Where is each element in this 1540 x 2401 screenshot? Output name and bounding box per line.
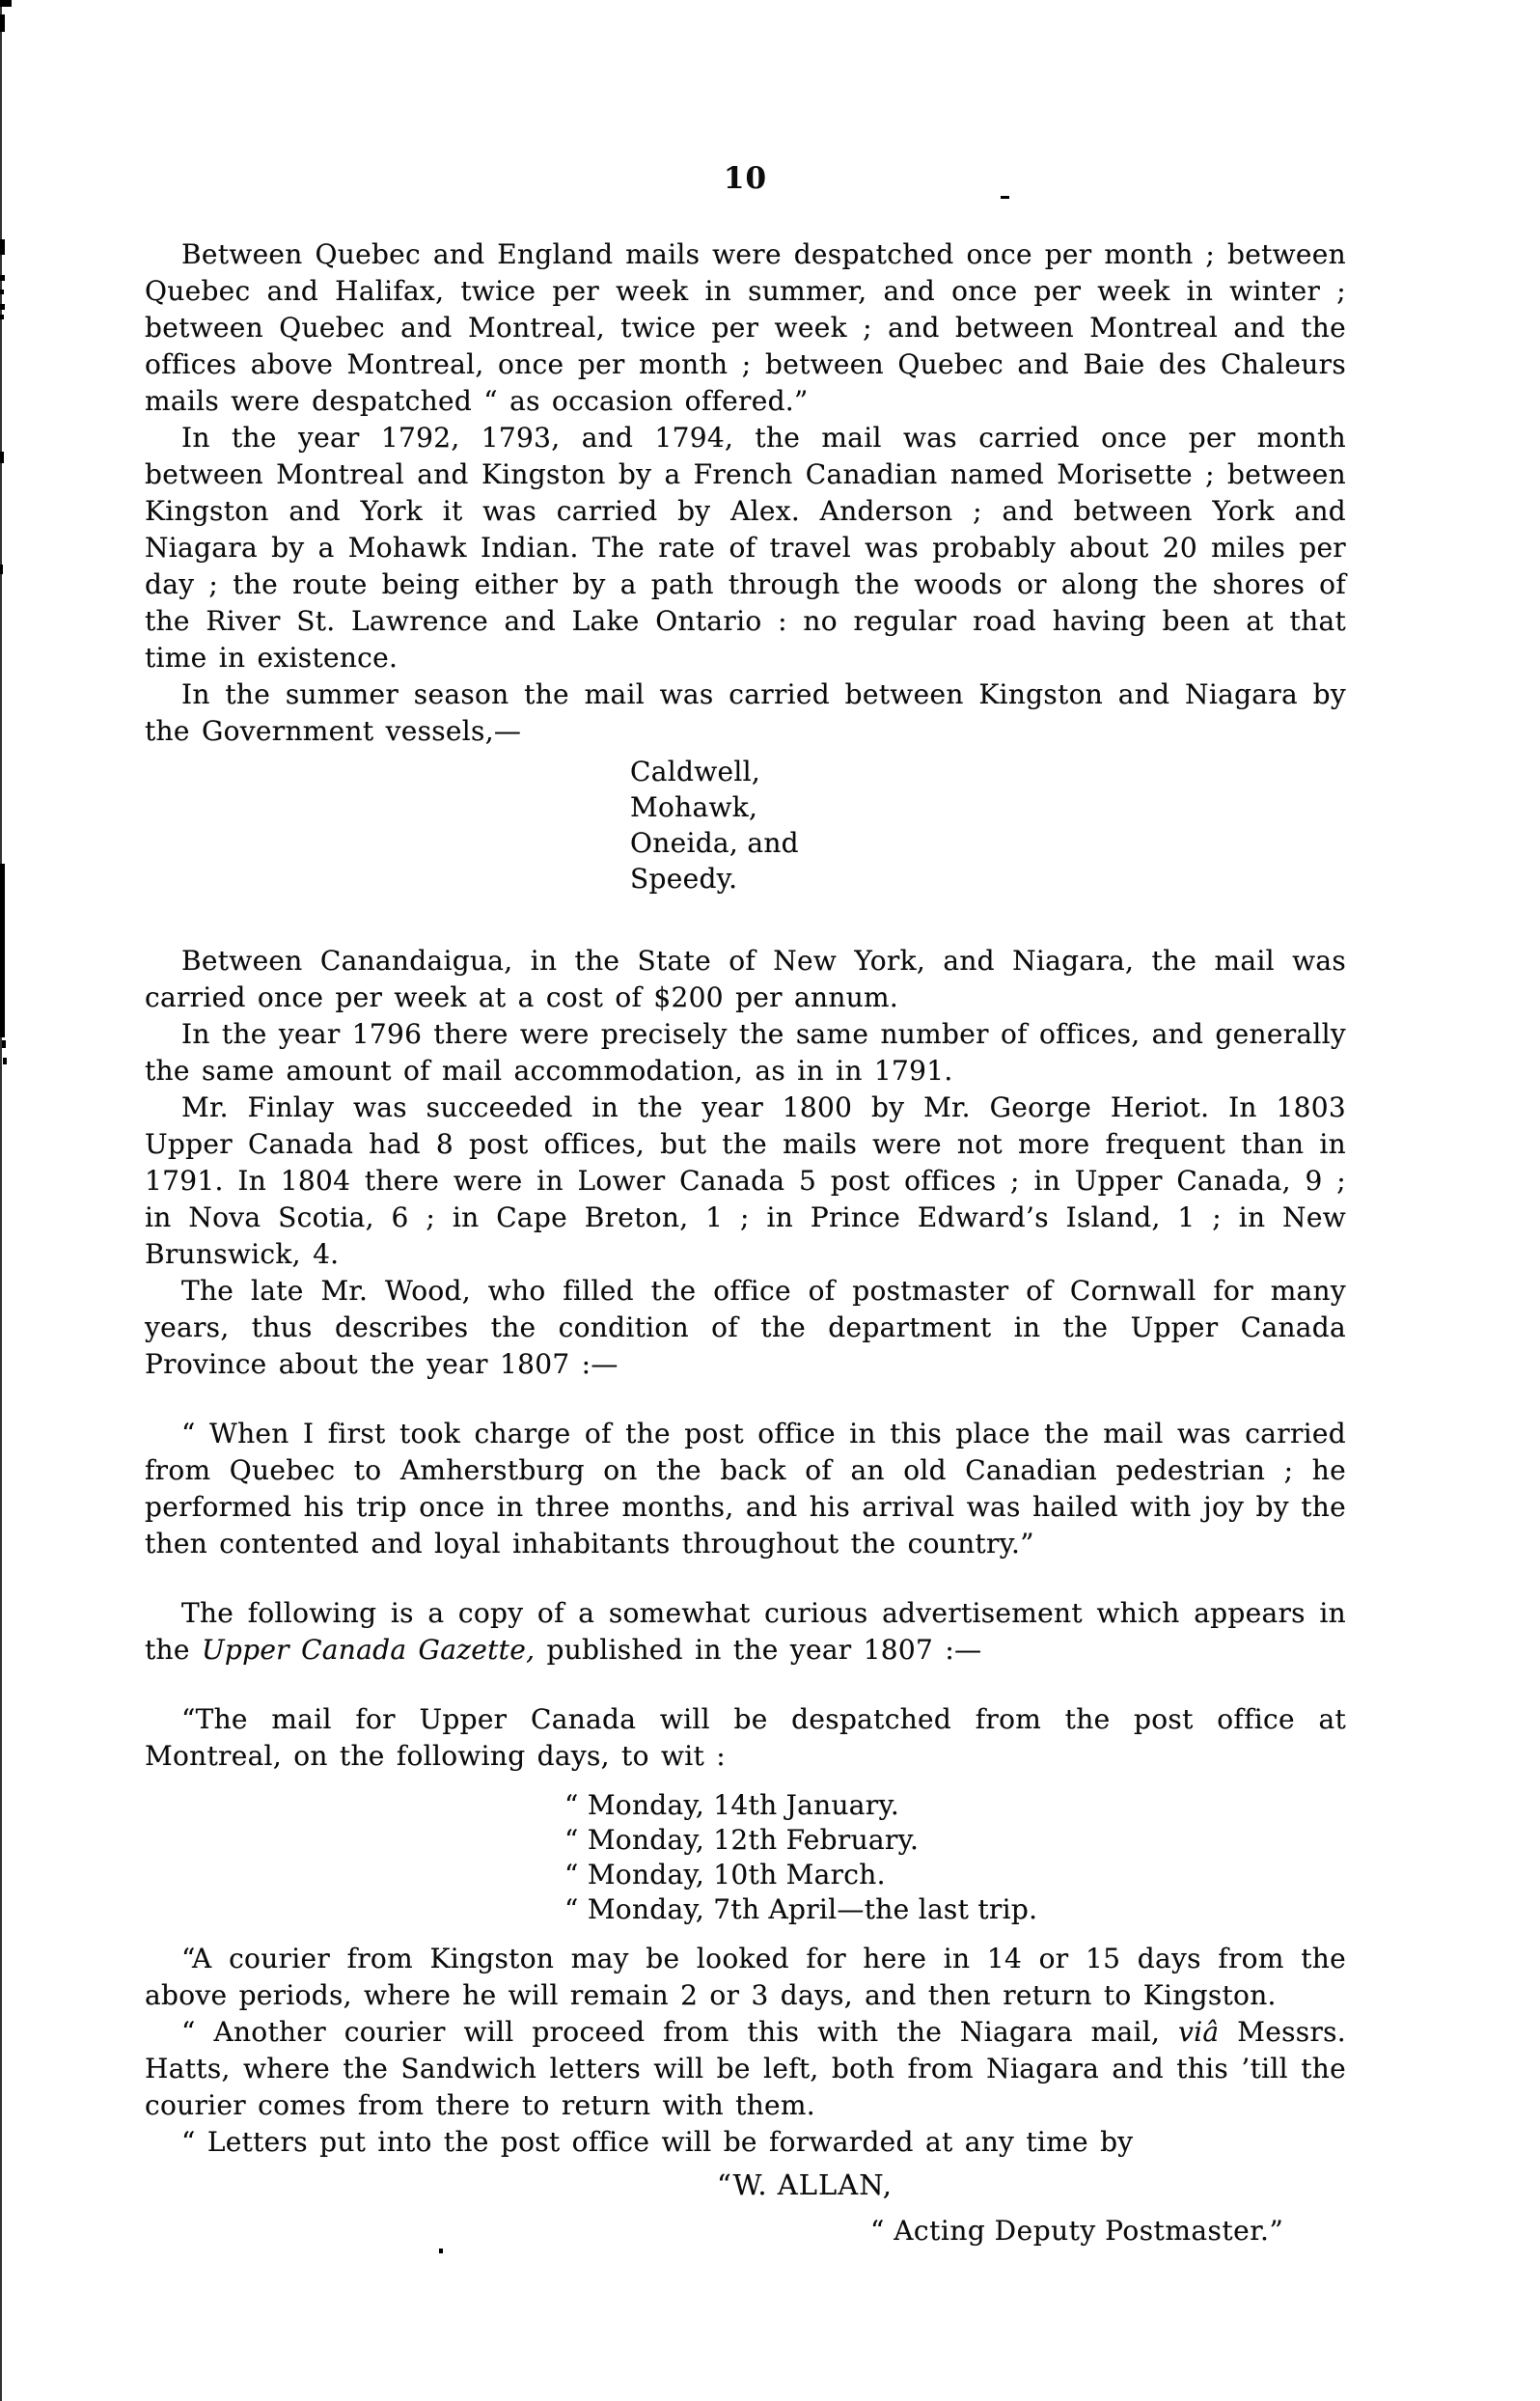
signature-name: “W. ALLAN, [717, 2168, 893, 2201]
paragraph-summer-season: In the summer season the mail was carried between Kingston and Niagara by the Government vessels,— [145, 678, 1346, 747]
paragraph-letters-forwarded: “ Letters put into the post office will be forwarded at any time by [181, 2126, 1134, 2158]
scan-artifact [0, 14, 5, 32]
paragraph-gazette-intro: The following is a copy of a somewhat curious advertisement which appears in the Upper Canada Gazette, published in the year 1807 :— [145, 1597, 1346, 1666]
page-number: 10 [723, 161, 768, 196]
paragraph-mail-carriers-1792: In the year 1792, 1793, and 1794, the mail was carried once per month between Montreal and Kingston by a French Canadian named Morisette ; between Kingston and York it was carried by Alex. Anderson ; and between York and Niagara by a Mohawk Indian. The rate of travel was probably about 20 miles per day ; the route being either by a path through the woods or along the shores of the River St. Lawrence and Lake Ontario : no regular road having been at that time in existence. [145, 422, 1346, 674]
scan-artifact [0, 239, 5, 255]
schedule-item: “ Monday, 12th February. [564, 1824, 920, 1856]
paragraph-courier-kingston: “A courier from Kingston may be looked for here in 14 or 15 days from the above periods, where he will remain 2 or 3 days, and then return to Kingston. [145, 1943, 1346, 2011]
signature-title: “ Acting Deputy Postmaster.” [870, 2215, 1284, 2247]
paragraph-wood-quote: “ When I first took charge of the post office in this place the mail was carried from Quebec to Amherstburg on the back of an old Canadian pedestrian ; he performed his trip once in three months, and his arrival was hailed with joy by the then contented and loyal inhabitants throughout the country.” [145, 1418, 1346, 1559]
paragraph-mail-routes: Between Quebec and England mails were despatched once per month ; between Quebec and Halifax, twice per week in summer, and once per week in winter ; between Quebec and Montreal, twice per week ; and between Montreal and the offices above Montreal, once per month ; between Quebec and Baie des Chaleurs mails were despatched “ as occasion offered.” [145, 238, 1346, 417]
vessel-item: Speedy. [630, 863, 738, 895]
scan-edge-line [0, 0, 2, 2401]
paragraph-canandaigua: Between Canandaigua, in the State of New York, and Niagara, the mail was carried once per week at a cost of $200 per annum. [145, 945, 1346, 1013]
scan-artifact [2, 1040, 6, 1048]
text-block [145, 157, 1346, 2251]
paragraph-mr-wood: The late Mr. Wood, who filled the office of postmaster of Cornwall for many years, thus describes the condition of the department in the Upper Canada Province about the year 1807 :— [145, 1275, 1346, 1380]
scan-artifact [0, 864, 5, 1037]
paragraph-advertisement-opening: “The mail for Upper Canada will be despatched from the post office at Montreal, on the following days, to wit : [145, 1703, 1346, 1772]
scan-artifact [0, 0, 12, 7]
scan-artifact [0, 315, 4, 319]
paragraph-year-1796: In the year 1796 there were precisely the same number of offices, and generally the same amount of mail accommodation, as in in 1791. [145, 1018, 1346, 1087]
vessel-item: Oneida, and [630, 827, 799, 859]
schedule-list [564, 1788, 1346, 1927]
scan-artifact [0, 304, 5, 310]
paragraph-finlay-heriot: Mr. Finlay was succeeded in the year 1800 by Mr. George Heriot. In 1803 Upper Canada had 8 post offices, but the mails were not more frequent than in 1791. In 1804 there were in Lower Canada 5 post offices ; in Upper Canada, 9 ; in Nova Scotia, 6 ; in Cape Breton, 1 ; in Prince Edward’s Island, 1 ; in New Brunswick, 4. [145, 1091, 1346, 1270]
schedule-item: “ Monday, 10th March. [564, 1859, 886, 1890]
scan-artifact [3, 1058, 7, 1064]
scan-artifact [0, 452, 4, 463]
scan-artifact [0, 275, 5, 281]
scan-artifact [0, 290, 4, 294]
vessel-item: Mohawk, [630, 791, 758, 823]
vessel-item: Caldwell, [630, 756, 761, 787]
scan-artifact [0, 565, 3, 574]
paragraph-courier-niagara: “ Another courier will proceed from this with the Niagara mail, viâ Messrs. Hatts, where the Sandwich letters will be left, both from Niagara and this ’till the courier comes from there to return with them. [145, 2016, 1347, 2121]
vessel-list [630, 754, 1346, 897]
schedule-item: “ Monday, 7th April—the last trip. [564, 1893, 1038, 1925]
schedule-item: “ Monday, 14th January. [564, 1789, 900, 1821]
